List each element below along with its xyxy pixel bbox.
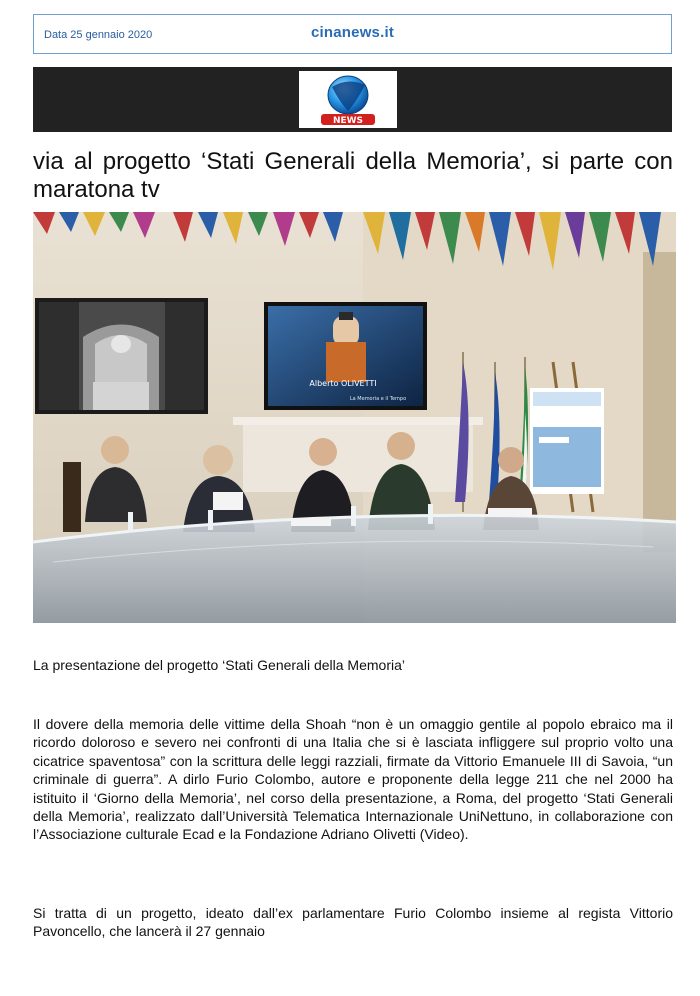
article-headline: via al progetto ‘Stati Generali della Memoria’, si parte con maratona tv <box>33 148 673 203</box>
publication-date: Data 25 gennaio 2020 <box>44 29 153 41</box>
globe-news-logo-icon <box>299 71 397 128</box>
photo-caption: La presentazione del progetto ‘Stati Generali della Memoria’ <box>33 657 405 673</box>
tv-screen <box>264 302 427 410</box>
article-paragraph: Si tratta di un progetto, ideato dall’ex parlamentare Furio Colombo insieme al regista Vittorio Pavoncello, che lancerà il 27 gennaio <box>33 905 673 940</box>
wall-photograph <box>35 298 208 414</box>
site-name[interactable]: cinanews.it <box>310 24 395 41</box>
logo-text: NEWS <box>332 116 364 126</box>
masthead <box>33 14 672 54</box>
screen-subtitle: La Memoria e il Tempo <box>349 396 407 402</box>
screen-name: Alberto OLIVETTI <box>309 379 377 388</box>
conference-table <box>33 504 676 623</box>
article-photo[interactable] <box>33 212 676 623</box>
banner <box>33 67 672 132</box>
news-logo[interactable] <box>299 71 397 128</box>
article-paragraph: Il dovere della memoria delle vittime della Shoah “non è un omaggio gentile al popolo ebraico ma il ricordo doloroso e severo nei confronti di una Italia che si è lasciata infliggere sul proprio volto una cicatrice spaventosa” con la scrittura delle leggi razziali, firmate da Vittorio Emanuele III di Savoia, “un criminale di guerra”. A dirlo Furio Colombo, autore e proponente della legge 211 che nel 2000 ha istituito il ‘Giorno della Memoria’, nel corso della presentazione, a Roma, del progetto ‘Stati Generali della Memoria’, realizzato dall’Università Telematica Internazionale UniNettuno, in collaborazione con l’Associazione culturale Ecad e la Fondazione Adriano Olivetti (Video). <box>33 716 673 843</box>
